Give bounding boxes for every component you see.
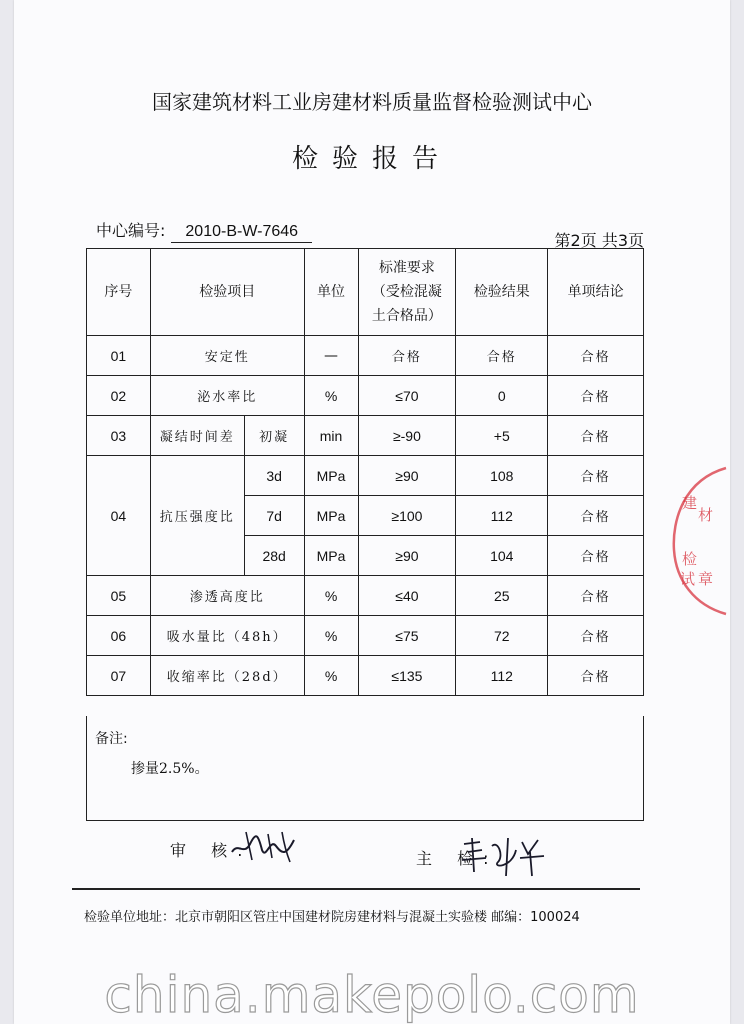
item-cell: 抗压强度比 — [150, 456, 244, 576]
svg-text:建: 建 — [682, 494, 698, 512]
header-result: 检验结果 — [456, 249, 548, 336]
conclusion-cell: 合格 — [548, 656, 644, 696]
review-label: 审 核: — [170, 841, 253, 860]
remarks-content: 掺量2.5%。 — [131, 761, 209, 777]
unit-cell: % — [304, 576, 358, 616]
review-signature — [228, 826, 300, 866]
page-info: 第2页 共3页 — [554, 231, 644, 250]
age-cell: 3d — [244, 456, 304, 496]
table-row — [87, 376, 644, 416]
svg-text:章: 章 — [698, 570, 714, 588]
result-cell: 0 — [456, 376, 548, 416]
seq-cell: 02 — [87, 376, 151, 416]
watermark: china.makepolo.com — [104, 966, 640, 1024]
unit-cell: min — [304, 416, 358, 456]
lab-address: 检验单位地址：北京市朝阳区管庄中国建材院房建材料与混凝土实验楼 邮编：100024 — [84, 910, 580, 925]
conclusion-cell: 合格 — [548, 376, 644, 416]
item-cell: 安定性 — [150, 336, 304, 376]
seq-cell: 04 — [87, 456, 151, 576]
seq-cell: 05 — [87, 576, 151, 616]
svg-text:检: 检 — [682, 550, 698, 568]
center-number-value: 2010-B-W-7646 — [171, 223, 312, 243]
conclusion-cell: 合格 — [548, 536, 644, 576]
table-row — [87, 416, 644, 456]
table-row — [87, 576, 644, 616]
standard-cell: ≥100 — [358, 496, 456, 536]
result-cell: 112 — [456, 656, 548, 696]
table-row — [87, 336, 644, 376]
standard-cell: ≤75 — [358, 616, 456, 656]
conclusion-cell: 合格 — [548, 336, 644, 376]
conclusion-cell: 合格 — [548, 496, 644, 536]
unit-cell: % — [304, 616, 358, 656]
age-cell: 7d — [244, 496, 304, 536]
header-conclusion: 单项结论 — [548, 249, 644, 336]
unit-cell: MPa — [304, 456, 358, 496]
standard-cell: ≤70 — [358, 376, 456, 416]
header-unit: 单位 — [304, 249, 358, 336]
seq-cell: 03 — [87, 416, 151, 456]
unit-cell: MPa — [304, 536, 358, 576]
result-cell: 112 — [456, 496, 548, 536]
main-inspector-label: 主 检: — [416, 849, 499, 868]
conclusion-cell: 合格 — [548, 576, 644, 616]
standard-cell: ≥90 — [358, 456, 456, 496]
center-number-label: 中心编号: — [96, 221, 166, 240]
main-inspector-signature — [458, 832, 548, 880]
table-row — [87, 616, 644, 656]
unit-cell: — — [304, 336, 358, 376]
result-cell: 108 — [456, 456, 548, 496]
seq-cell: 06 — [87, 616, 151, 656]
header-standard: 标准要求（受检混凝土合格品） — [358, 249, 456, 336]
conclusion-cell: 合格 — [548, 416, 644, 456]
conclusion-cell: 合格 — [548, 456, 644, 496]
standard-cell: ≤40 — [358, 576, 456, 616]
standard-cell: 合格 — [358, 336, 456, 376]
seq-cell: 01 — [87, 336, 151, 376]
item-cell: 泌水率比 — [150, 376, 304, 416]
inspection-table — [86, 248, 644, 696]
table-row — [87, 656, 644, 696]
center-number — [96, 218, 312, 243]
standard-cell: ≤135 — [358, 656, 456, 696]
result-cell: 72 — [456, 616, 548, 656]
svg-text:试: 试 — [680, 570, 696, 588]
red-seal-stamp — [664, 460, 734, 620]
result-cell: 25 — [456, 576, 548, 616]
standard-cell: ≥-90 — [358, 416, 456, 456]
report-title: 检验报告 — [291, 144, 452, 174]
svg-text:材: 材 — [698, 506, 714, 524]
item-cell: 凝结时间差 — [150, 416, 244, 456]
remarks-box — [86, 716, 644, 821]
subitem-cell: 初凝 — [244, 416, 304, 456]
header-seq: 序号 — [87, 249, 151, 336]
remarks-label: 备注: — [95, 731, 128, 747]
seq-cell: 07 — [87, 656, 151, 696]
result-cell: 104 — [456, 536, 548, 576]
header-item: 检验项目 — [150, 249, 304, 336]
table-row — [87, 456, 644, 496]
result-cell: +5 — [456, 416, 548, 456]
item-cell: 渗透高度比 — [150, 576, 304, 616]
unit-cell: % — [304, 376, 358, 416]
org-title: 国家建筑材料工业房建材料质量监督检验测试中心 — [152, 90, 592, 114]
item-cell: 收缩率比（28d） — [150, 656, 304, 696]
table-header-row — [87, 249, 644, 336]
standard-cell: ≥90 — [358, 536, 456, 576]
result-cell: 合格 — [456, 336, 548, 376]
unit-cell: MPa — [304, 496, 358, 536]
footer-divider — [72, 888, 640, 890]
conclusion-cell: 合格 — [548, 616, 644, 656]
item-cell: 吸水量比（48h） — [150, 616, 304, 656]
age-cell: 28d — [244, 536, 304, 576]
unit-cell: % — [304, 656, 358, 696]
